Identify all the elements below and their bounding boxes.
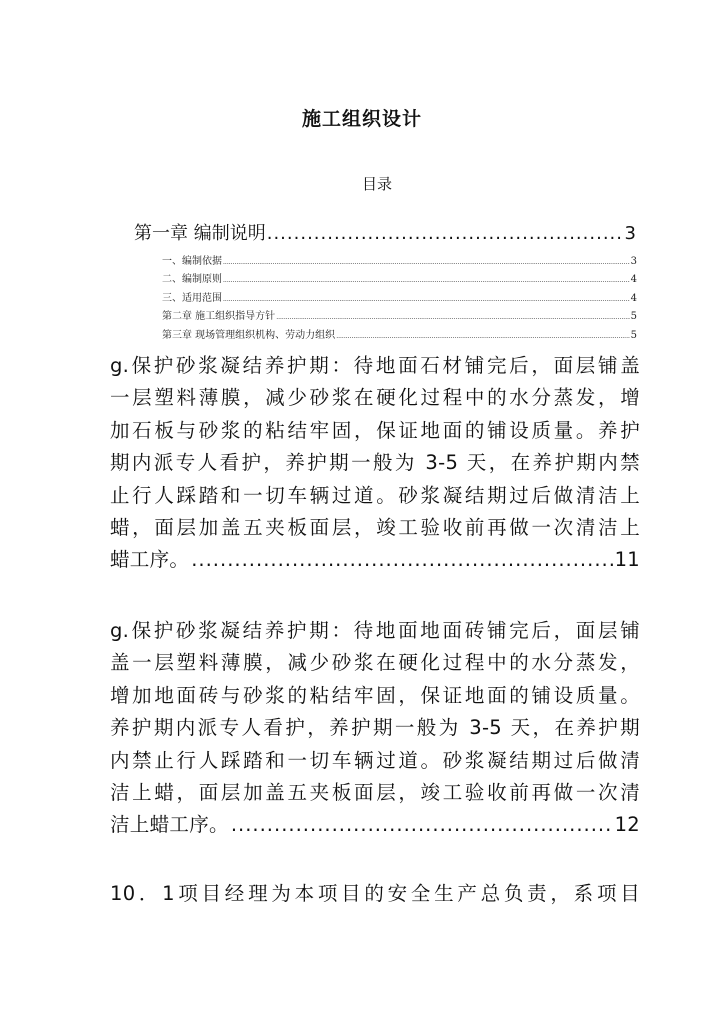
toc-dot-leader xyxy=(223,274,630,285)
toc-entry-page: 3 xyxy=(624,223,636,244)
paragraph-line: 养护期内派专人看护，养护期一般为 3-5 天，在养护期 xyxy=(110,716,640,740)
paragraph-line: 盖一层塑料薄膜，减少砂浆在硬化过程中的水分蒸发， xyxy=(110,651,640,675)
toc-entry-label: 一、编制依据 xyxy=(162,256,222,267)
page-number: 12 xyxy=(614,813,640,837)
toc-dot-leader xyxy=(223,293,630,304)
toc-dot-leader xyxy=(276,311,629,322)
paragraph-line: 止行人踩踏和一切车辆过道。砂浆凝结期过后做清洁上 xyxy=(110,483,640,507)
dot-leader xyxy=(231,809,613,841)
toc-dot-leader xyxy=(267,223,624,244)
toc-dot-leader xyxy=(336,330,629,341)
toc-entry-chapter-1[interactable] xyxy=(134,219,636,245)
body-paragraph-2 xyxy=(110,615,640,842)
toc-heading: 目录 xyxy=(361,175,392,193)
toc-entry-paragraph-end[interactable] xyxy=(110,544,640,576)
toc-entry[interactable] xyxy=(162,289,637,304)
toc-entry-label: 三、适用范围 xyxy=(162,293,222,304)
toc-entry-label: 二、编制原则 xyxy=(162,274,222,285)
toc-entry[interactable] xyxy=(162,270,637,285)
paragraph-line: g.保护砂浆凝结养护期：待地面石材铺完后，面层铺盖 xyxy=(110,354,640,377)
paragraph-line: 蜡，面层加盖五夹板面层，竣工验收前再做一次清洁上 xyxy=(110,515,640,539)
paragraph-line: 期内派专人看护，养护期一般为 3-5 天，在养护期内禁 xyxy=(110,451,640,475)
document-title: 施工组织设计 xyxy=(301,108,422,130)
body-paragraph-1 xyxy=(110,350,640,577)
paragraph-line: 内禁止行人踩踏和一切车辆过道。砂浆凝结期过后做清 xyxy=(110,748,640,772)
page-number: 11 xyxy=(614,548,640,572)
dot-leader xyxy=(191,544,612,576)
toc-entry[interactable] xyxy=(162,252,637,267)
toc-entry-page: 4 xyxy=(630,293,637,304)
paragraph-line: 一层塑料薄膜，减少砂浆在硬化过程中的水分蒸发，增 xyxy=(110,386,640,410)
toc-entry-label: 第二章 施工组织指导方针 xyxy=(162,311,276,322)
paragraph-line: 增加地面砖与砂浆的粘结牢固，保证地面的铺设质量。 xyxy=(110,683,640,707)
toc-entry-page: 5 xyxy=(630,311,637,322)
paragraph-line: 10．1项目经理为本项目的安全生产总负责，系项目 xyxy=(110,882,640,905)
toc-entry-page: 5 xyxy=(630,330,637,341)
toc-entry-label: 第三章 现场管理组织机构、劳动力组织 xyxy=(162,330,336,341)
toc-entry[interactable] xyxy=(162,307,637,322)
paragraph-line: 加石板与砂浆的粘结牢固，保证地面的铺设质量。养护 xyxy=(110,418,640,442)
toc-entry-label: 第一章 编制说明 xyxy=(134,223,266,244)
toc-entry-page: 4 xyxy=(630,274,637,285)
paragraph-line: g.保护砂浆凝结养护期：待地面地面砖铺完后，面层铺 xyxy=(110,619,640,642)
toc-entry-page: 3 xyxy=(630,256,637,267)
paragraph-last-line: 洁上蜡工序。 xyxy=(110,813,229,837)
body-paragraph-3 xyxy=(110,878,640,910)
toc-entry[interactable] xyxy=(162,326,637,341)
paragraph-last-line: 蜡工序。 xyxy=(110,548,190,572)
toc-entry-paragraph-end[interactable] xyxy=(110,809,640,841)
toc-dot-leader xyxy=(223,256,630,267)
paragraph-line: 洁上蜡，面层加盖五夹板面层，竣工验收前再做一次清 xyxy=(110,780,640,804)
